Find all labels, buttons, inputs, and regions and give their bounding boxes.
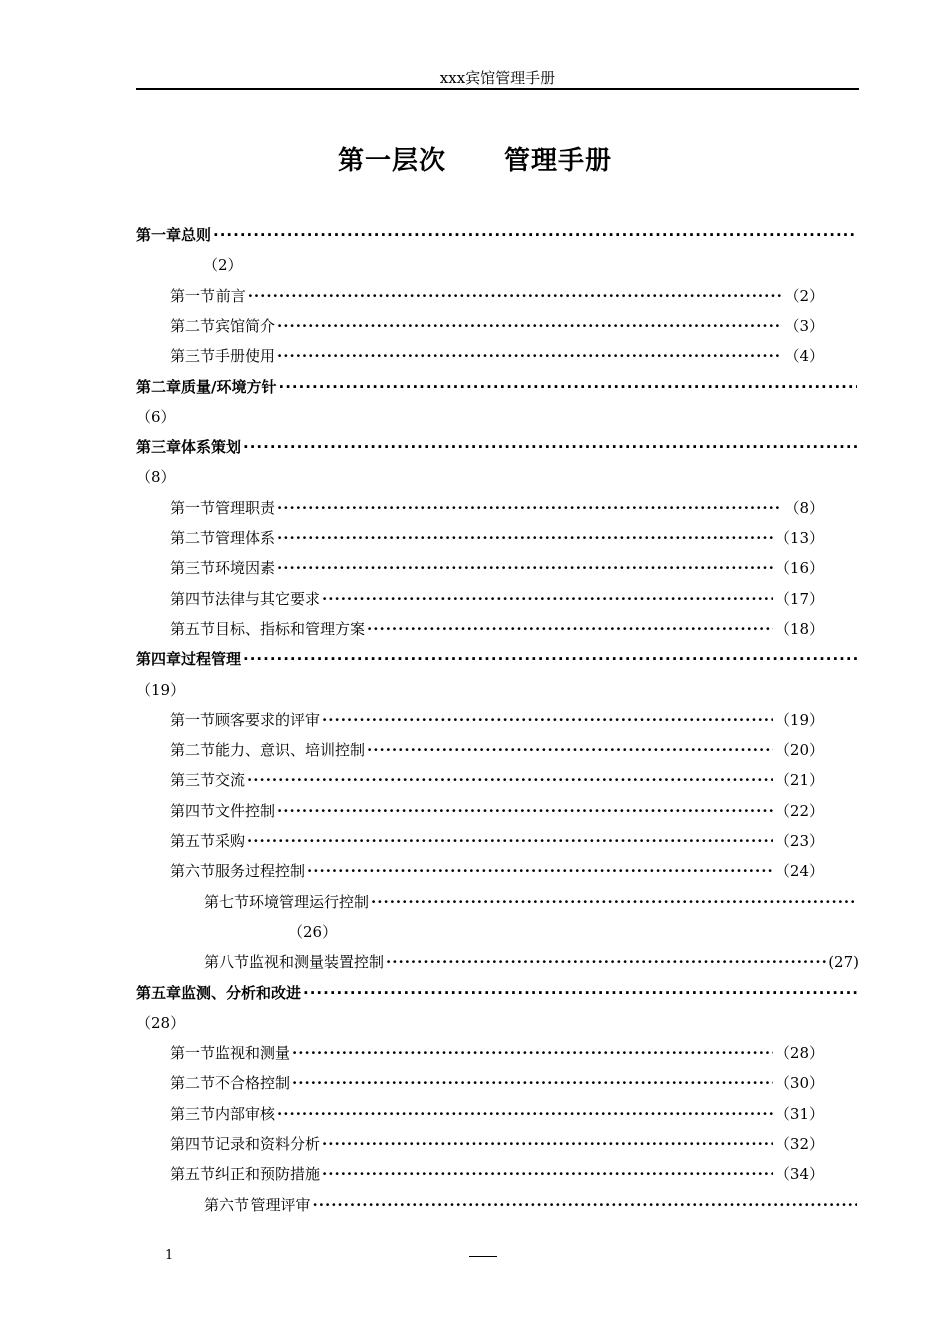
toc-section: [170, 738, 824, 762]
toc-number: 第三章: [136, 438, 182, 457]
toc-title: 手册使用: [215, 347, 276, 366]
toc-number: 第四章: [136, 650, 182, 669]
toc-leader: [322, 1162, 773, 1186]
toc-section: [170, 708, 824, 732]
toc-number: 第一章: [136, 226, 182, 244]
toc-title: 总则: [181, 226, 212, 244]
toc-section: [170, 526, 824, 550]
toc-title: 交流: [215, 771, 246, 790]
footer-divider: [469, 1256, 497, 1257]
toc-section: [170, 1162, 824, 1186]
toc-chapter: [136, 223, 859, 247]
toc-leader: [322, 708, 773, 732]
toc-number: 第二章: [136, 377, 182, 396]
toc-leader: [248, 284, 783, 308]
toc-leader: [322, 587, 773, 611]
toc-page-number: （16）: [774, 559, 824, 578]
toc-page-number: (27): [828, 953, 859, 972]
toc-title: 体系策划: [181, 438, 242, 457]
toc-number: 第二节: [170, 529, 216, 547]
toc-section: [170, 284, 824, 308]
toc-leader: [303, 981, 857, 1005]
footer-page-number: 1: [165, 1248, 174, 1263]
toc-section: [170, 859, 824, 883]
toc-leader: [292, 1071, 773, 1095]
toc-section: [204, 1193, 859, 1217]
toc-page-number: （8）: [136, 468, 176, 487]
toc-leader: [277, 799, 773, 823]
title-left: 第一层次: [337, 146, 446, 176]
toc-page-number: （2）: [784, 286, 824, 305]
toc-number: 第七节: [204, 892, 250, 911]
toc-title: 文件控制: [215, 801, 276, 820]
toc-section: [170, 556, 824, 580]
toc-page-number: （13）: [774, 529, 824, 547]
title-right: 管理手册: [504, 146, 613, 176]
toc-page-number: （19）: [136, 680, 186, 699]
toc-section: [170, 1071, 824, 1095]
toc-page-number: （19）: [774, 710, 824, 729]
toc-leader: [277, 556, 773, 580]
toc-title: 不合格控制: [215, 1074, 291, 1093]
toc-leader: [313, 1193, 857, 1217]
toc-number: 第一节: [170, 286, 216, 305]
toc-leader: [371, 890, 857, 914]
toc-title: 宾馆简介: [215, 316, 276, 335]
toc-title: 过程管理: [181, 650, 242, 669]
toc-number: 第六节: [170, 862, 216, 881]
toc-title: 监视和测量: [215, 1044, 291, 1063]
toc-page-number: （31）: [774, 1104, 824, 1123]
toc-number: 第五节: [170, 1165, 216, 1184]
toc-page-number: （20）: [774, 741, 824, 760]
toc-page-number: （3）: [784, 316, 824, 335]
page-header: xxx宾馆管理手册: [439, 69, 556, 87]
toc-leader: [243, 647, 857, 671]
toc-leader: [247, 768, 773, 792]
toc-title: 目标、指标和管理方案: [215, 619, 366, 638]
toc-leader: [279, 375, 858, 399]
toc-leader: [277, 526, 773, 550]
toc-number: 第三节: [170, 1104, 216, 1123]
toc-section: [170, 496, 824, 520]
toc-title: 顾客要求的评审: [215, 710, 321, 729]
toc-chapter: [136, 435, 859, 459]
toc-number: 第三节: [170, 559, 216, 578]
toc-page-number: （23）: [774, 832, 824, 850]
toc-section: [204, 950, 859, 974]
toc-chapter: [136, 375, 859, 399]
toc-title: 监视和测量装置控制: [249, 953, 385, 972]
toc-title: 采购: [215, 832, 246, 850]
toc-page-number: （28）: [774, 1044, 824, 1063]
toc-leader: [322, 1132, 773, 1156]
toc-title: 管理体系: [215, 529, 276, 547]
toc-number: 第五节: [170, 832, 216, 850]
toc-leader: [277, 1102, 773, 1126]
toc-number: 第五章: [136, 983, 182, 1002]
toc-page-number: （28）: [136, 1013, 186, 1032]
toc-title: 环境因素: [215, 559, 276, 578]
toc-leader: [292, 1041, 773, 1065]
toc-title: 质量/环境方针: [181, 377, 277, 396]
toc-title: 环境管理运行控制: [249, 892, 370, 911]
toc-section: [170, 344, 824, 368]
toc-number: 第四节: [170, 801, 216, 820]
toc-title: 服务过程控制: [215, 862, 306, 881]
toc-section: [170, 1041, 824, 1065]
toc-section: [170, 617, 824, 641]
toc-page-number: （6）: [136, 407, 176, 426]
toc-page-number: （17）: [774, 589, 824, 608]
toc-page-number: （26）: [288, 922, 338, 941]
toc-leader: [367, 617, 773, 641]
toc-title: 法律与其它要求: [215, 589, 321, 608]
toc-number: 第一节: [170, 1044, 216, 1063]
toc-title: 能力、意识、培训控制: [215, 741, 366, 760]
toc-title: 纠正和预防措施: [215, 1165, 321, 1184]
toc-section: [204, 890, 859, 914]
toc-number: 第二节: [170, 316, 216, 335]
toc-section: [170, 1132, 824, 1156]
toc-leader: [277, 344, 782, 368]
toc-leader: [386, 950, 826, 974]
toc-section: [170, 768, 824, 792]
toc-number: 第一节: [170, 498, 216, 517]
toc-leader: [307, 859, 773, 883]
toc-title: 管理评审: [250, 1195, 311, 1214]
toc-number: 第四节: [170, 589, 216, 608]
toc-section: [170, 799, 824, 823]
toc-number: 第五节: [170, 619, 216, 638]
toc-page-number: （2）: [203, 256, 243, 275]
toc-leader: [213, 223, 857, 247]
toc-page-number: （32）: [774, 1135, 824, 1153]
toc-title: 记录和资料分析: [215, 1135, 321, 1153]
toc-section: [170, 314, 824, 338]
toc-chapter: [136, 647, 859, 671]
toc-number: 第六节: [204, 1195, 250, 1214]
toc-page-number: （8）: [784, 498, 824, 517]
toc-page-number: （18）: [774, 619, 824, 638]
toc-page-number: （24）: [774, 862, 824, 881]
toc-leader: [277, 314, 782, 338]
toc-title: 内部审核: [215, 1104, 276, 1123]
toc-title: 前言: [215, 286, 246, 305]
toc-number: 第八节: [204, 953, 250, 972]
toc-number: 第二节: [170, 1074, 216, 1093]
toc-page-number: （34）: [774, 1165, 824, 1184]
toc-title: 监测、分析和改进: [181, 983, 302, 1002]
toc-leader: [243, 435, 857, 459]
toc-section: [170, 587, 824, 611]
toc-leader: [367, 738, 773, 762]
toc-leader: [247, 829, 773, 853]
toc-number: 第三节: [170, 771, 216, 790]
toc-page-number: （30）: [774, 1074, 824, 1093]
toc-title: 管理职责: [215, 498, 276, 517]
toc-section: [170, 829, 824, 853]
toc-page-number: （4）: [784, 347, 824, 366]
toc-number: 第三节: [170, 347, 216, 366]
toc-chapter: [136, 981, 859, 1005]
toc-number: 第一节: [170, 710, 216, 729]
toc-leader: [277, 496, 782, 520]
toc-section: [170, 1102, 824, 1126]
toc-number: 第四节: [170, 1135, 216, 1153]
toc-page-number: （21）: [774, 771, 824, 790]
toc-page-number: （22）: [774, 801, 824, 820]
toc-number: 第二节: [170, 741, 216, 760]
